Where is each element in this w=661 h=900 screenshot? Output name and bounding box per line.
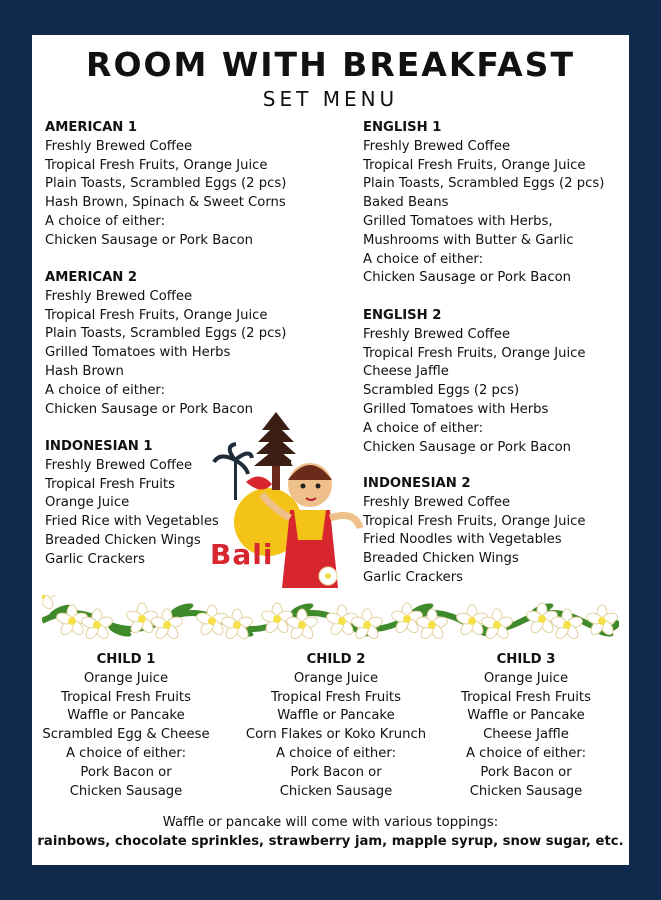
menu-card: [32, 35, 629, 865]
menu-item: A choice of either:: [363, 420, 484, 436]
menu-item: Garlic Crackers: [45, 551, 146, 567]
menu-heading: AMERICAN 1: [45, 120, 138, 135]
menu-item: Garlic Crackers: [363, 569, 464, 585]
menu-item: Tropical Fresh Fruits, Orange Juice: [45, 157, 268, 173]
menu-item: Mushrooms with Butter & Garlic: [363, 232, 574, 248]
menu-item: Waffle or Pancake: [467, 708, 585, 724]
menu-item: A choice of either:: [45, 213, 166, 229]
menu-item: A choice of either:: [275, 745, 397, 761]
menu-american-2: [45, 269, 286, 419]
menu-item: Pork Bacon or: [80, 764, 172, 780]
menu-item: Scrambled Egg & Cheese: [42, 727, 210, 743]
menu-item: Fried Noodles with Vegetables: [363, 532, 562, 548]
menu-item: A choice of either:: [363, 251, 484, 267]
menu-item: Tropical Fresh Fruits, Orange Juice: [363, 345, 586, 361]
menu-english-2: [363, 307, 586, 457]
menu-item: Scrambled Eggs (2 pcs): [363, 383, 520, 399]
menu-indonesian-1: [45, 438, 219, 570]
menu-item: Chicken Sausage or Pork Bacon: [363, 270, 572, 286]
menu-item: Fried Rice with Vegetables: [45, 514, 219, 530]
menu-heading: INDONESIAN 1: [45, 439, 153, 454]
menu-english-1: [363, 119, 604, 288]
menu-item: A choice of either:: [65, 745, 187, 761]
menu-item: Tropical Fresh Fruits: [271, 689, 401, 705]
menu-item: Hash Brown, Spinach & Sweet Corns: [45, 195, 286, 211]
menu-american-1: [45, 119, 286, 251]
menu-item: Baked Beans: [363, 195, 449, 211]
menu-heading: INDONESIAN 2: [363, 476, 471, 491]
menu-item: Freshly Brewed Coffee: [363, 326, 511, 342]
menu-item: Freshly Brewed Coffee: [45, 457, 193, 473]
menu-item: Freshly Brewed Coffee: [45, 288, 193, 304]
menu-item: Corn Flakes or Koko Krunch: [245, 727, 427, 743]
menu-item: Freshly Brewed Coffee: [363, 138, 511, 154]
menu-heading: ENGLISH 1: [363, 120, 442, 135]
menu-child-1: [32, 651, 220, 801]
menu-item: Tropical Fresh Fruits, Orange Juice: [45, 307, 268, 323]
menu-item: Grilled Tomatoes with Herbs: [363, 401, 549, 417]
menu-item: Hash Brown: [45, 363, 124, 379]
menu-item: Tropical Fresh Fruits, Orange Juice: [363, 157, 586, 173]
menu-item: Chicken Sausage: [469, 783, 583, 799]
menu-heading: CHILD 1: [96, 652, 156, 667]
page-subtitle: SET MENU: [262, 87, 399, 111]
menu-item: Tropical Fresh Fruits: [461, 689, 591, 705]
menu-item: A choice of either:: [465, 745, 587, 761]
menu-item: Pork Bacon or: [290, 764, 382, 780]
menu-item: Grilled Tomatoes with Herbs,: [363, 213, 553, 229]
menu-item: Orange Juice: [83, 670, 169, 686]
menu-item: Breaded Chicken Wings: [363, 551, 519, 567]
menu-item: Cheese Jaffle: [363, 364, 449, 380]
menu-item: Freshly Brewed Coffee: [45, 138, 193, 154]
menu-item: Grilled Tomatoes with Herbs: [45, 345, 231, 361]
menu-item: Tropical Fresh Fruits: [61, 689, 191, 705]
palm-tree-icon: [214, 444, 252, 500]
frangipani-flower-icon: [319, 567, 337, 585]
menu-item: Waffle or Pancake: [67, 708, 185, 724]
menu-item: Cheese Jaffle: [483, 727, 569, 743]
menu-item: Plain Toasts, Scrambled Eggs (2 pcs): [45, 176, 287, 192]
menu-heading: CHILD 2: [306, 652, 366, 667]
menu-item: Chicken Sausage or Pork Bacon: [45, 401, 254, 417]
menu-item: Pork Bacon or: [480, 764, 572, 780]
menu-item: Chicken Sausage: [279, 783, 393, 799]
flower-garland: [42, 595, 619, 643]
menu-heading: CHILD 3: [496, 652, 556, 667]
bali-word: Bali: [210, 538, 274, 571]
menu-item: Waffle or Pancake: [277, 708, 395, 724]
toppings-list: rainbows, chocolate sprinkles, strawberry jam, mapple syrup, snow sugar, etc.: [37, 834, 624, 849]
menu-item: Chicken Sausage: [69, 783, 183, 799]
menu-item: A choice of either:: [45, 382, 166, 398]
menu-item: Plain Toasts, Scrambled Eggs (2 pcs): [45, 326, 287, 342]
menu-child-3: [447, 651, 605, 801]
menu-item: Tropical Fresh Fruits: [45, 476, 175, 492]
page-title: ROOM WITH BREAKFAST: [86, 45, 575, 84]
menu-heading: AMERICAN 2: [45, 270, 138, 285]
toppings-note: Waffle or pancake will come with various toppings:: [162, 815, 499, 830]
menu-item: Breaded Chicken Wings: [45, 532, 201, 548]
menu-heading: ENGLISH 2: [363, 308, 442, 323]
menu-indonesian-2: [363, 475, 586, 588]
menu-item: Orange Juice: [293, 670, 379, 686]
menu-child-2: [237, 651, 435, 801]
menu-item: Freshly Brewed Coffee: [363, 494, 511, 510]
menu-item: Chicken Sausage or Pork Bacon: [45, 232, 254, 248]
menu-item: Orange Juice: [45, 495, 130, 511]
menu-item: Tropical Fresh Fruits, Orange Juice: [363, 513, 586, 529]
menu-item: Orange Juice: [483, 670, 569, 686]
menu-item: Chicken Sausage or Pork Bacon: [363, 439, 572, 455]
menu-item: Plain Toasts, Scrambled Eggs (2 pcs): [363, 176, 605, 192]
